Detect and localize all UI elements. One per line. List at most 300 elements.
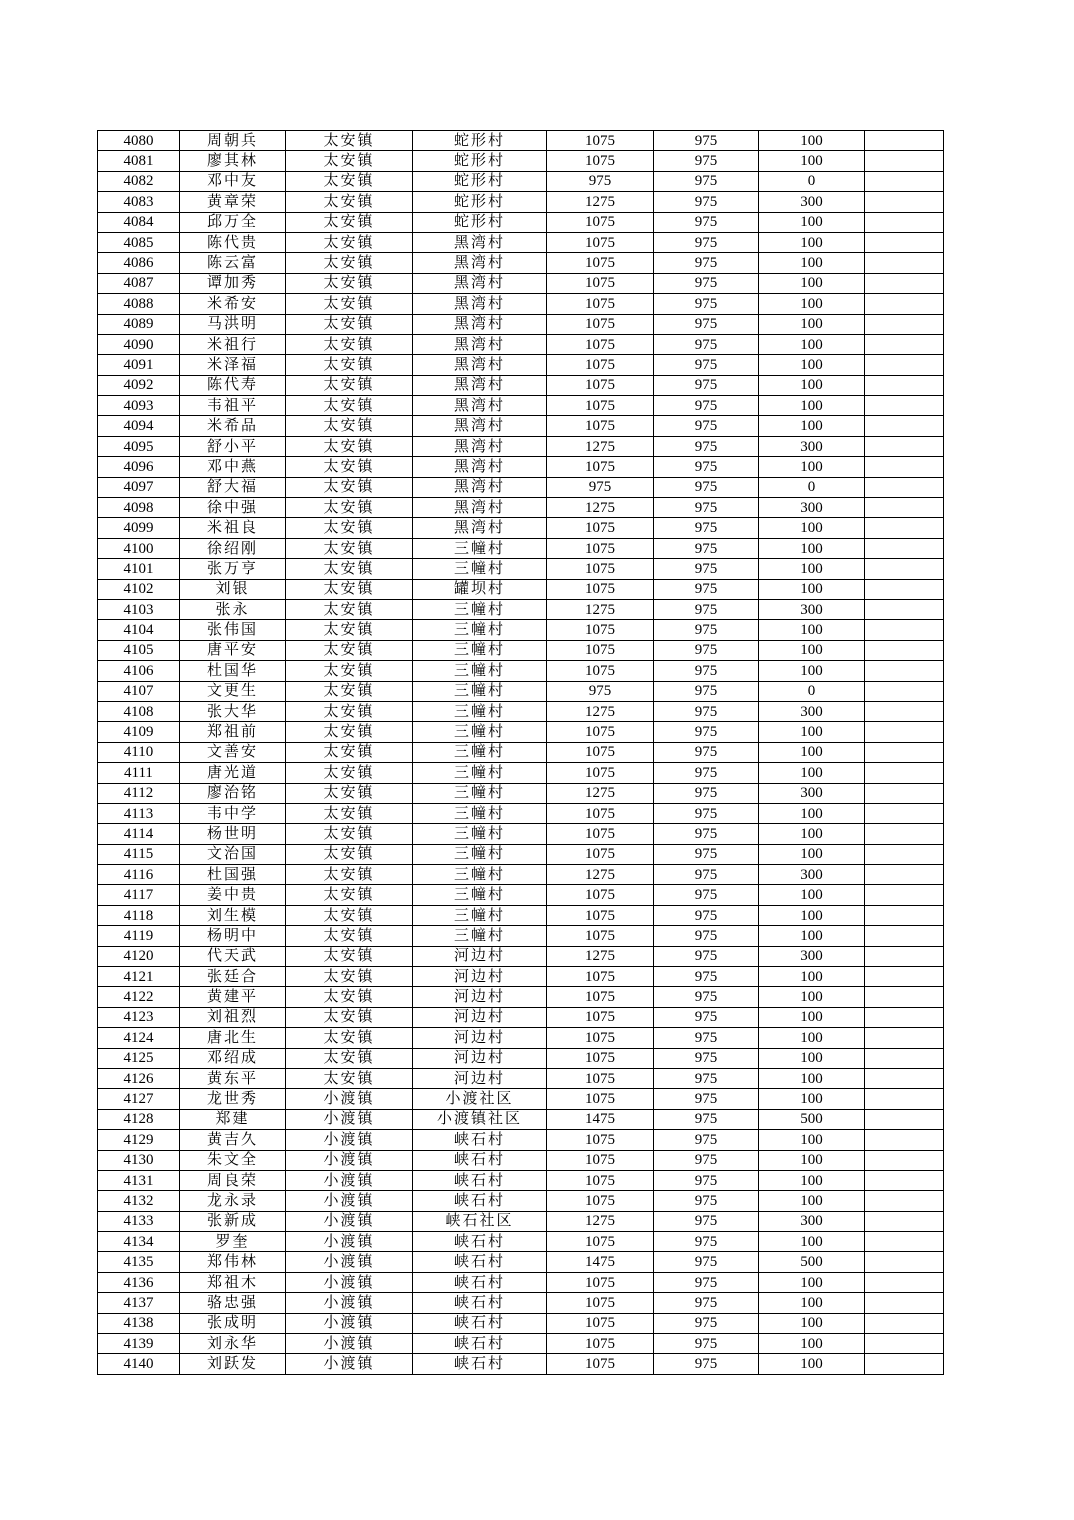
table-row [98,538,944,558]
name-cell: 韦中学 [180,803,286,823]
row-number-cell: 4104 [98,620,180,640]
village-cell: 峡石村 [413,1150,547,1170]
base-cell: 975 [654,1130,759,1150]
name-cell: 杨世明 [180,824,286,844]
table-row [98,742,944,762]
base-cell: 975 [654,253,759,273]
difference-cell: 100 [759,1170,865,1190]
town-cell: 太安镇 [286,314,413,334]
note-cell [865,967,944,987]
amount-cell: 1075 [547,518,654,538]
base-cell: 975 [654,436,759,456]
town-cell: 太安镇 [286,212,413,232]
difference-cell: 100 [759,640,865,660]
town-cell: 太安镇 [286,396,413,416]
note-cell [865,824,944,844]
note-cell [865,661,944,681]
amount-cell: 975 [547,681,654,701]
town-cell: 太安镇 [286,559,413,579]
amount-cell: 1075 [547,1150,654,1170]
town-cell: 太安镇 [286,294,413,314]
table-row [98,294,944,314]
name-cell: 邱万全 [180,212,286,232]
table-row [98,334,944,354]
town-cell: 太安镇 [286,1068,413,1088]
table-row [98,1334,944,1354]
note-cell [865,151,944,171]
town-cell: 太安镇 [286,865,413,885]
name-cell: 黄建平 [180,987,286,1007]
note-cell [865,375,944,395]
amount-cell: 1075 [547,1170,654,1190]
name-cell: 郑祖木 [180,1272,286,1292]
amount-cell: 1075 [547,1028,654,1048]
difference-cell: 100 [759,967,865,987]
note-cell [865,518,944,538]
name-cell: 张永 [180,599,286,619]
base-cell: 975 [654,579,759,599]
name-cell: 唐平安 [180,640,286,660]
note-cell [865,640,944,660]
difference-cell: 100 [759,661,865,681]
row-number-cell: 4137 [98,1293,180,1313]
amount-cell: 1075 [547,844,654,864]
amount-cell: 1075 [547,620,654,640]
table-row [98,722,944,742]
name-cell: 姜中贵 [180,885,286,905]
village-cell: 蛇形村 [413,151,547,171]
row-number-cell: 4139 [98,1334,180,1354]
note-cell [865,987,944,1007]
note-cell [865,131,944,151]
difference-cell: 100 [759,375,865,395]
village-cell: 峡石村 [413,1272,547,1292]
note-cell [865,1334,944,1354]
note-cell [865,803,944,823]
note-cell [865,192,944,212]
note-cell [865,926,944,946]
table-row [98,1272,944,1292]
name-cell: 张万亨 [180,559,286,579]
base-cell: 975 [654,171,759,191]
row-number-cell: 4100 [98,538,180,558]
amount-cell: 1075 [547,131,654,151]
base-cell: 975 [654,1211,759,1231]
note-cell [865,1211,944,1231]
row-number-cell: 4124 [98,1028,180,1048]
row-number-cell: 4089 [98,314,180,334]
village-cell: 河边村 [413,967,547,987]
amount-cell: 975 [547,477,654,497]
town-cell: 太安镇 [286,967,413,987]
village-cell: 黑湾村 [413,253,547,273]
difference-cell: 100 [759,1068,865,1088]
base-cell: 975 [654,1354,759,1374]
base-cell: 975 [654,1089,759,1109]
difference-cell: 100 [759,722,865,742]
table-row [98,681,944,701]
amount-cell: 1075 [547,824,654,844]
base-cell: 975 [654,1170,759,1190]
name-cell: 文更生 [180,681,286,701]
note-cell [865,1068,944,1088]
town-cell: 太安镇 [286,763,413,783]
row-number-cell: 4133 [98,1211,180,1231]
village-cell: 三幢村 [413,926,547,946]
amount-cell: 1075 [547,294,654,314]
name-cell: 张大华 [180,701,286,721]
difference-cell: 100 [759,151,865,171]
row-number-cell: 4115 [98,844,180,864]
name-cell: 罗奎 [180,1232,286,1252]
difference-cell: 100 [759,396,865,416]
note-cell [865,1293,944,1313]
table-row [98,1211,944,1231]
note-cell [865,416,944,436]
base-cell: 975 [654,273,759,293]
row-number-cell: 4126 [98,1068,180,1088]
difference-cell: 100 [759,1354,865,1374]
base-cell: 975 [654,722,759,742]
table-row [98,253,944,273]
name-cell: 刘生模 [180,905,286,925]
base-cell: 975 [654,865,759,885]
note-cell [865,1170,944,1190]
base-cell: 975 [654,599,759,619]
name-cell: 韦祖平 [180,396,286,416]
note-cell [865,1252,944,1272]
difference-cell: 100 [759,620,865,640]
base-cell: 975 [654,559,759,579]
name-cell: 舒大福 [180,477,286,497]
village-cell: 河边村 [413,1068,547,1088]
note-cell [865,171,944,191]
name-cell: 米泽福 [180,355,286,375]
town-cell: 小渡镇 [286,1354,413,1374]
difference-cell: 100 [759,1272,865,1292]
difference-cell: 100 [759,905,865,925]
town-cell: 太安镇 [286,253,413,273]
row-number-cell: 4102 [98,579,180,599]
name-cell: 刘银 [180,579,286,599]
base-cell: 975 [654,742,759,762]
town-cell: 太安镇 [286,599,413,619]
note-cell [865,498,944,518]
village-cell: 峡石村 [413,1313,547,1333]
amount-cell: 1075 [547,416,654,436]
note-cell [865,1089,944,1109]
row-number-cell: 4109 [98,722,180,742]
table-row [98,803,944,823]
village-cell: 三幢村 [413,681,547,701]
difference-cell: 100 [759,518,865,538]
town-cell: 太安镇 [286,926,413,946]
amount-cell: 1075 [547,457,654,477]
village-cell: 峡石村 [413,1252,547,1272]
table-row [98,416,944,436]
table-row [98,763,944,783]
village-cell: 峡石村 [413,1354,547,1374]
village-cell: 黑湾村 [413,375,547,395]
amount-cell: 1075 [547,1334,654,1354]
name-cell: 陈云富 [180,253,286,273]
note-cell [865,885,944,905]
amount-cell: 1075 [547,803,654,823]
difference-cell: 100 [759,294,865,314]
amount-cell: 1075 [547,640,654,660]
name-cell: 杜国华 [180,661,286,681]
amount-cell: 1075 [547,885,654,905]
amount-cell: 1275 [547,946,654,966]
table-row [98,1130,944,1150]
amount-cell: 1075 [547,273,654,293]
base-cell: 975 [654,967,759,987]
table-row [98,498,944,518]
difference-cell: 300 [759,783,865,803]
table-row [98,212,944,232]
town-cell: 太安镇 [286,1028,413,1048]
difference-cell: 100 [759,742,865,762]
amount-cell: 1075 [547,375,654,395]
amount-cell: 1075 [547,579,654,599]
village-cell: 三幢村 [413,824,547,844]
table-body [98,131,944,1375]
town-cell: 太安镇 [286,681,413,701]
amount-cell: 1075 [547,722,654,742]
row-number-cell: 4084 [98,212,180,232]
table-row [98,1191,944,1211]
amount-cell: 1075 [547,355,654,375]
table-row [98,783,944,803]
difference-cell: 100 [759,1048,865,1068]
table-row [98,131,944,151]
town-cell: 小渡镇 [286,1313,413,1333]
town-cell: 太安镇 [286,538,413,558]
town-cell: 小渡镇 [286,1089,413,1109]
difference-cell: 300 [759,865,865,885]
table-row [98,640,944,660]
amount-cell: 1075 [547,1089,654,1109]
amount-cell: 1075 [547,1191,654,1211]
difference-cell: 100 [759,559,865,579]
town-cell: 小渡镇 [286,1170,413,1190]
row-number-cell: 4129 [98,1130,180,1150]
base-cell: 975 [654,1068,759,1088]
village-cell: 峡石村 [413,1191,547,1211]
amount-cell: 1075 [547,396,654,416]
amount-cell: 1275 [547,783,654,803]
village-cell: 三幢村 [413,661,547,681]
amount-cell: 1075 [547,1130,654,1150]
table-row [98,232,944,252]
base-cell: 975 [654,192,759,212]
name-cell: 黄章荣 [180,192,286,212]
town-cell: 太安镇 [286,640,413,660]
name-cell: 米希品 [180,416,286,436]
row-number-cell: 4131 [98,1170,180,1190]
difference-cell: 100 [759,314,865,334]
row-number-cell: 4090 [98,334,180,354]
village-cell: 黑湾村 [413,498,547,518]
name-cell: 唐光道 [180,763,286,783]
note-cell [865,396,944,416]
village-cell: 河边村 [413,1028,547,1048]
base-cell: 975 [654,518,759,538]
town-cell: 太安镇 [286,457,413,477]
village-cell: 峡石村 [413,1232,547,1252]
note-cell [865,1150,944,1170]
row-number-cell: 4123 [98,1007,180,1027]
town-cell: 小渡镇 [286,1130,413,1150]
base-cell: 975 [654,763,759,783]
amount-cell: 1075 [547,1007,654,1027]
table-row [98,844,944,864]
amount-cell: 1075 [547,905,654,925]
base-cell: 975 [654,498,759,518]
town-cell: 太安镇 [286,905,413,925]
note-cell [865,681,944,701]
row-number-cell: 4080 [98,131,180,151]
note-cell [865,457,944,477]
base-cell: 975 [654,375,759,395]
row-number-cell: 4134 [98,1232,180,1252]
table-row [98,926,944,946]
name-cell: 谭加秀 [180,273,286,293]
table-row [98,579,944,599]
village-cell: 三幢村 [413,722,547,742]
name-cell: 舒小平 [180,436,286,456]
base-cell: 975 [654,987,759,1007]
note-cell [865,538,944,558]
base-cell: 975 [654,477,759,497]
difference-cell: 100 [759,538,865,558]
village-cell: 峡石村 [413,1334,547,1354]
village-cell: 黑湾村 [413,396,547,416]
table-row [98,905,944,925]
village-cell: 三幢村 [413,742,547,762]
town-cell: 小渡镇 [286,1272,413,1292]
amount-cell: 1275 [547,498,654,518]
amount-cell: 1075 [547,314,654,334]
table-row [98,1170,944,1190]
amount-cell: 1075 [547,1313,654,1333]
base-cell: 975 [654,905,759,925]
table-row [98,967,944,987]
base-cell: 975 [654,885,759,905]
town-cell: 太安镇 [286,946,413,966]
table-row [98,1028,944,1048]
base-cell: 975 [654,803,759,823]
note-cell [865,1354,944,1374]
note-cell [865,334,944,354]
row-number-cell: 4098 [98,498,180,518]
table-row [98,1252,944,1272]
name-cell: 米祖行 [180,334,286,354]
name-cell: 陈代寿 [180,375,286,395]
note-cell [865,722,944,742]
name-cell: 刘永华 [180,1334,286,1354]
row-number-cell: 4128 [98,1109,180,1129]
difference-cell: 100 [759,1191,865,1211]
amount-cell: 1075 [547,559,654,579]
difference-cell: 100 [759,763,865,783]
difference-cell: 100 [759,1089,865,1109]
difference-cell: 100 [759,1130,865,1150]
note-cell [865,1272,944,1292]
table-row [98,1068,944,1088]
base-cell: 975 [654,457,759,477]
town-cell: 太安镇 [286,783,413,803]
base-cell: 975 [654,844,759,864]
base-cell: 975 [654,1048,759,1068]
village-cell: 黑湾村 [413,355,547,375]
difference-cell: 100 [759,253,865,273]
village-cell: 峡石村 [413,1130,547,1150]
note-cell [865,844,944,864]
town-cell: 太安镇 [286,742,413,762]
town-cell: 小渡镇 [286,1191,413,1211]
town-cell: 太安镇 [286,722,413,742]
base-cell: 975 [654,701,759,721]
row-number-cell: 4108 [98,701,180,721]
difference-cell: 100 [759,273,865,293]
name-cell: 徐中强 [180,498,286,518]
base-cell: 975 [654,1109,759,1129]
difference-cell: 100 [759,579,865,599]
table-row [98,477,944,497]
note-cell [865,1048,944,1068]
table-row [98,355,944,375]
base-cell: 975 [654,1150,759,1170]
base-cell: 975 [654,355,759,375]
row-number-cell: 4121 [98,967,180,987]
village-cell: 蛇形村 [413,192,547,212]
table-row [98,396,944,416]
amount-cell: 1075 [547,151,654,171]
row-number-cell: 4114 [98,824,180,844]
town-cell: 太安镇 [286,498,413,518]
town-cell: 太安镇 [286,579,413,599]
village-cell: 黑湾村 [413,477,547,497]
base-cell: 975 [654,334,759,354]
base-cell: 975 [654,661,759,681]
town-cell: 太安镇 [286,987,413,1007]
village-cell: 峡石村 [413,1170,547,1190]
village-cell: 三幢村 [413,599,547,619]
row-number-cell: 4087 [98,273,180,293]
row-number-cell: 4103 [98,599,180,619]
row-number-cell: 4125 [98,1048,180,1068]
base-cell: 975 [654,1252,759,1272]
amount-cell: 1075 [547,742,654,762]
difference-cell: 300 [759,1211,865,1231]
note-cell [865,1007,944,1027]
note-cell [865,253,944,273]
note-cell [865,946,944,966]
row-number-cell: 4138 [98,1313,180,1333]
name-cell: 黄吉久 [180,1130,286,1150]
village-cell: 三幢村 [413,538,547,558]
town-cell: 太安镇 [286,824,413,844]
amount-cell: 1075 [547,926,654,946]
note-cell [865,212,944,232]
name-cell: 郑伟林 [180,1252,286,1272]
row-number-cell: 4094 [98,416,180,436]
village-cell: 河边村 [413,987,547,1007]
difference-cell: 100 [759,416,865,436]
table-row [98,171,944,191]
name-cell: 代天武 [180,946,286,966]
